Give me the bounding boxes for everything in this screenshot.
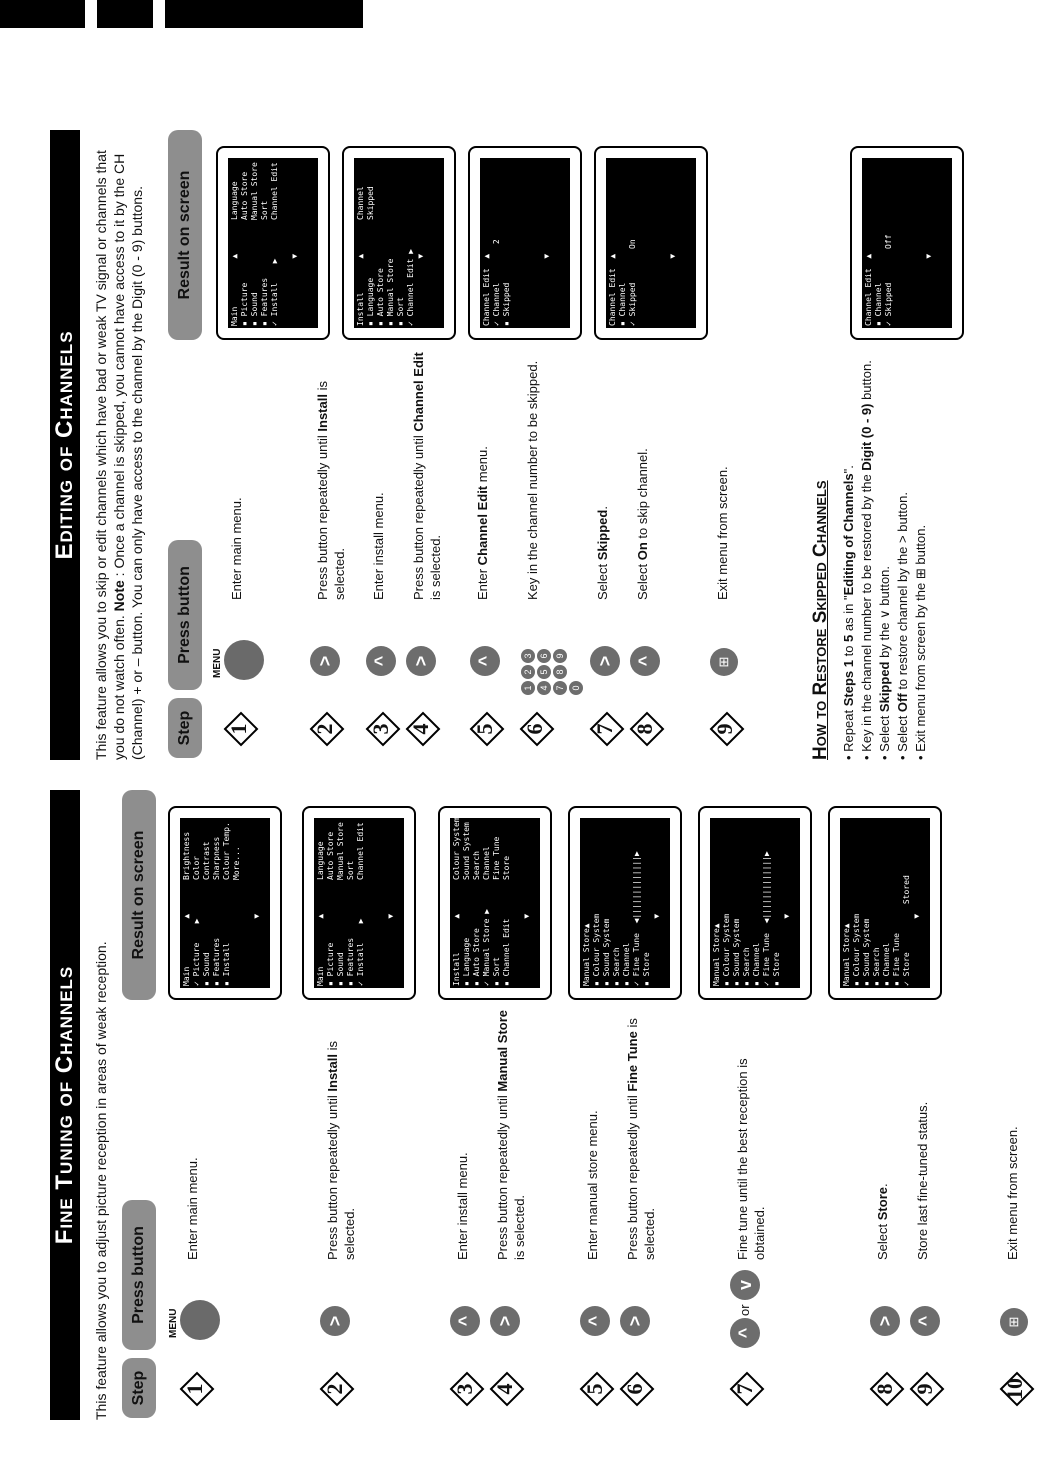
osd-left: Channel Edit ▲ ✓ Channel 2 ▪ Skipped ▼ [482,239,551,326]
osd-left: Channel Edit ▲ ▪ Channel ✓ Skipped Off ▼ [864,234,933,326]
step-number-badge [406,712,440,746]
osd-screen [302,806,416,1000]
step-number: 6 [522,723,547,735]
restore-bullet: • Key in the channel number to be restored by the Digit (0 - 9) button. [859,360,874,760]
menu-label: MENU [168,1308,179,1338]
step-number-badge [320,1372,354,1406]
right-button[interactable]: > [870,1306,900,1336]
osd-right: Colour System Sound System Search Channel Fine Tune Store [452,817,511,880]
step-number: 7 [592,723,617,735]
digit-button[interactable]: 9 [553,649,567,663]
menu-button[interactable] [180,1300,220,1340]
step-description: Enter main menu. [229,497,244,600]
editing-title: Editing of Channels [50,130,80,760]
step-header: Step [168,698,202,758]
step-description: Enter install menu. [455,1152,470,1260]
step-number: 9 [912,1383,937,1395]
step-number: 2 [312,723,337,735]
header-bar-1 [0,0,85,28]
step-description: Select On to skip channel. [635,448,650,600]
up-button[interactable]: ^ [910,1306,940,1336]
osd-left: Install ▲ ▪ Language ▪ Auto Store ✓ Manual Store ▶ ▪ Sort ▪ Channel Edit ▼ [452,908,531,986]
intro-text-b: : Once a channel is skipped, you cannot have access to it by the CH (Channel) + or – button. You can only have access to the channel by the Digit (0 - 9) buttons. [111,153,145,760]
or-label: or [737,1304,752,1316]
step-number-badge [310,712,344,746]
osd-screen [468,146,582,340]
menu-label: MENU [212,648,223,678]
step-number-badge [710,712,744,746]
osd-left: Main ▲ ▪ Picture ▪ Sound ▪ Features ✓ Install ▶ ▼ [230,253,299,326]
step-description: Press button repeatedly until Install is selected. [315,381,347,600]
step-description: Select Skipped. [595,506,610,600]
step-number-badge [590,712,624,746]
osd-screen [850,146,964,340]
osd-screen [698,806,812,1000]
osd-left: Manual Store▲ ▪ Colour System ▪ Sound System ▪ Search ▪ Channel ✓ Fine Tune ◀|||||||||||||▶ ▪ Store ▼ [712,851,791,986]
exit-button[interactable]: ⊞ [1000,1308,1028,1336]
step-number: 7 [732,1383,757,1395]
step-description: Press button repeatedly until Fine Tune is selected. [625,1018,657,1260]
osd-screen [342,146,456,340]
step-number: 1 [182,1383,207,1395]
fine-tuning-section [50,780,1027,1420]
osd-left: Main ▲ ▪ Picture ▪ Sound ▪ Features ✓ Install ▶ ▼ [316,913,395,986]
digit-button[interactable]: 1 [521,681,535,695]
digit-button[interactable]: 7 [553,681,567,695]
step-description: Key in the channel number to be skipped. [525,360,540,600]
step-number: 4 [492,1383,517,1395]
digit-button[interactable]: 4 [537,681,551,695]
step-number-badge [1000,1372,1034,1406]
menu-button[interactable] [224,640,264,680]
osd-right: Language Auto Store Manual Store Sort Channel Edit [316,822,365,880]
step-number-badge [470,712,504,746]
restore-bullet: • Select Skipped by the ∨ button. [877,565,892,760]
step-description: Fine tune until the best reception is obtained. [735,1058,767,1260]
step-description: Select Store. [875,1183,890,1260]
step-description: Exit menu from screen. [715,466,730,600]
right-button[interactable]: > [490,1306,520,1336]
fine-tuning-title: Fine Tuning of Channels [50,790,80,1420]
digit-button[interactable]: 8 [553,665,567,679]
step-number: 8 [872,1383,897,1395]
press-button-header: Press button [168,540,202,690]
step-number: 4 [408,723,433,735]
up-button[interactable]: ^ [450,1306,480,1336]
step-number-badge [620,1372,654,1406]
step-description: Press button repeatedly until Channel Edit is selected. [411,352,443,600]
intro-note: Note [111,580,127,612]
osd-right: Brightness Color Contrast Sharpness Colour Temp. More... [182,822,241,880]
step-description: Exit menu from screen. [1005,1126,1020,1260]
osd-left: Manual Store▲ ▪ Colour System ▪ Sound System ▪ Search ▪ Channel ✓ Fine Tune ◀|||||||||||||▶ ▪ Store ▼ [582,851,661,986]
right-button[interactable]: > [406,646,436,676]
result-header: Result on screen [122,790,156,1000]
digit-button[interactable]: 0 [569,681,583,695]
osd-left: Install ▲ ▪ Language ▪ Auto Store ▪ Manual Store ▪ Sort ✓ Channel Edit ▶ ▼ [356,248,425,326]
editing-intro [92,130,146,760]
osd-left: Main ▲ ✓ Picture ▶ ▪ Sound ▪ Features ▪ Install ▼ [182,913,261,986]
up-button[interactable]: ^ [470,646,500,676]
step-number: 6 [622,1383,647,1395]
osd-screen [216,146,330,340]
step-description: Enter manual store menu. [585,1110,600,1260]
digit-buttons [520,636,584,696]
header-bar-2 [97,0,153,28]
step-number: 3 [452,1383,477,1395]
osd-screen [594,146,708,340]
exit-button[interactable]: ⊞ [710,648,738,676]
restore-bullets [840,360,930,760]
editing-section [50,120,1010,760]
digit-button[interactable]: 2 [521,665,535,679]
step-description: Enter main menu. [185,1157,200,1260]
up-button[interactable]: ^ [366,646,396,676]
step-header: Step [122,1358,156,1418]
step-description: Press button repeatedly until Manual Store is selected. [495,1009,527,1260]
osd-screen [568,806,682,1000]
osd-right: Channel Skipped [356,186,375,220]
step-number: 9 [712,723,737,735]
press-button-header: Press button [122,1200,156,1350]
fine-tuning-intro: This feature allows you to adjust picture reception in areas of weak reception. [93,941,109,1420]
osd-left: Channel Edit ▲ ▪ Channel ✓ Skipped On ▼ [608,239,677,326]
step-number-badge [630,712,664,746]
step-number-badge [180,1372,214,1406]
digit-button[interactable]: 5 [537,665,551,679]
up-button[interactable]: ^ [580,1306,610,1336]
restore-bullet: • Exit menu from screen by the ⊞ button. [913,524,928,760]
right-button[interactable]: > [310,646,340,676]
up-button[interactable]: ^ [730,1318,760,1348]
step-number: 10 [1002,1378,1027,1400]
osd-screen [168,806,282,1000]
down-button[interactable]: v [730,1270,760,1300]
right-button[interactable]: > [620,1306,650,1336]
digit-button[interactable]: 6 [537,649,551,663]
restore-title: How to Restore Skipped Channels [810,480,831,760]
right-button[interactable]: > [320,1306,350,1336]
digit-button[interactable]: 3 [521,649,535,663]
step-number-badge [730,1372,764,1406]
step-number-badge [520,712,554,746]
step-number-badge [580,1372,614,1406]
step-number: 3 [368,723,393,735]
osd-right: Language Auto Store Manual Store Sort Channel Edit [230,162,279,220]
osd-screen [828,806,942,1000]
step-number: 2 [322,1383,347,1395]
up-button[interactable]: ^ [630,646,660,676]
step-description: Store last fine-tuned status. [915,1101,930,1260]
step-number-badge [870,1372,904,1406]
step-number: 5 [582,1383,607,1395]
step-number-badge [910,1372,944,1406]
header-bar-3 [165,0,363,28]
intro-text-a: This feature allows you to skip or edit channels which have bad or weak TV signal or channels that you do not watch often. [93,150,127,760]
step-number-badge [490,1372,524,1406]
osd-left: Manual Store▲ ▪ Colour System ▪ Sound System ▪ Search ▪ Channel ▪ Fine Tune ✓ Store Stored ▼ [842,875,921,986]
step-number: 8 [632,723,657,735]
restore-bullet: • Repeat Steps 1 to 5 as in "Editing of Channels". [841,465,856,760]
restore-bullet: • Select Off to restore channel by the > button. [895,492,910,760]
step-number-badge [366,712,400,746]
step-description: Press button repeatedly until Install is selected. [325,1041,357,1260]
result-header: Result on screen [168,130,202,340]
right-button[interactable]: > [590,646,620,676]
step-number: 1 [226,723,251,735]
step-number-badge [450,1372,484,1406]
osd-screen [438,806,552,1000]
step-number-badge [224,712,258,746]
step-description: Enter Channel Edit menu. [475,446,490,600]
step-description: Enter install menu. [371,492,386,600]
step-number: 5 [472,723,497,735]
rotated-page [50,120,1027,1420]
